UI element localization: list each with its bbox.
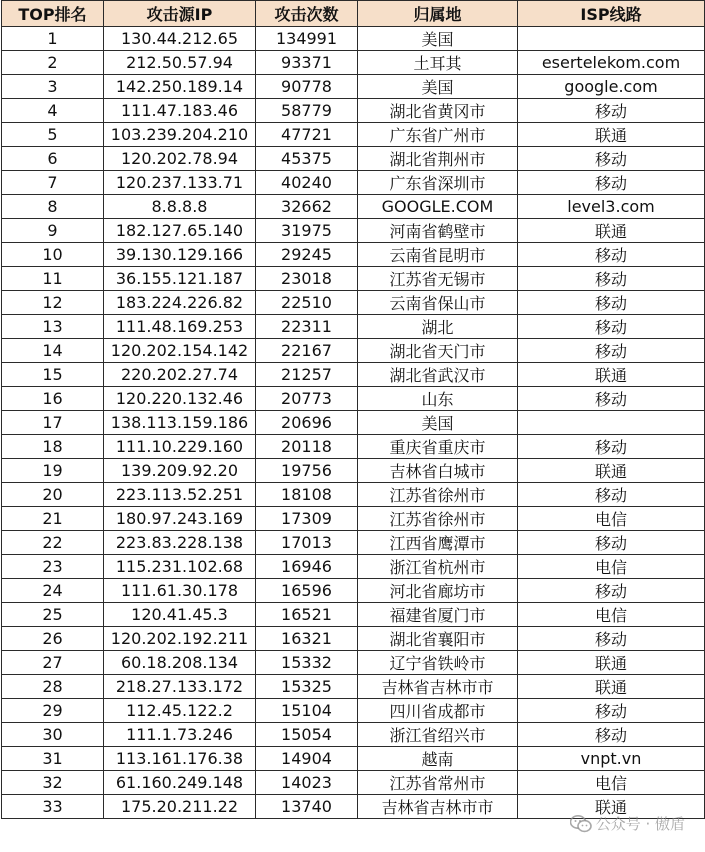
- rank-cell: 12: [2, 291, 104, 315]
- source-ip-cell: 112.45.122.2: [104, 699, 256, 723]
- isp-cell: 电信: [518, 771, 705, 795]
- table-row: [2, 171, 705, 195]
- source-ip-cell: 120.202.78.94: [104, 147, 256, 171]
- source-ip-cell: 113.161.176.38: [104, 747, 256, 771]
- table-row: [2, 267, 705, 291]
- header-row: [2, 1, 705, 27]
- isp-cell: 移动: [518, 147, 705, 171]
- isp-cell: 移动: [518, 267, 705, 291]
- location-cell: 吉林省白城市: [358, 459, 518, 483]
- location-cell: 山东: [358, 387, 518, 411]
- rank-cell: 2: [2, 51, 104, 75]
- location-cell: 湖北省武汉市: [358, 363, 518, 387]
- isp-cell: 电信: [518, 603, 705, 627]
- location-cell: 美国: [358, 75, 518, 99]
- location-cell: 江苏省徐州市: [358, 483, 518, 507]
- attack-count-cell: 45375: [256, 147, 358, 171]
- location-cell: 湖北省黄冈市: [358, 99, 518, 123]
- rank-cell: 20: [2, 483, 104, 507]
- isp-cell: 移动: [518, 171, 705, 195]
- rank-cell: 15: [2, 363, 104, 387]
- table-row: [2, 651, 705, 675]
- watermark-text: 公众号 · 傲盾: [595, 815, 685, 833]
- location-cell: 辽宁省铁岭市: [358, 651, 518, 675]
- source-ip-cell: 223.83.228.138: [104, 531, 256, 555]
- attack-count-cell: 90778: [256, 75, 358, 99]
- isp-cell: 移动: [518, 483, 705, 507]
- location-cell: 重庆省重庆市: [358, 435, 518, 459]
- rank-cell: 8: [2, 195, 104, 219]
- attack-count-cell: 16521: [256, 603, 358, 627]
- table-row: [2, 795, 705, 819]
- source-ip-cell: 115.231.102.68: [104, 555, 256, 579]
- rank-cell: 7: [2, 171, 104, 195]
- isp-cell: 移动: [518, 723, 705, 747]
- source-ip-cell: 220.202.27.74: [104, 363, 256, 387]
- table-row: [2, 195, 705, 219]
- isp-cell: 移动: [518, 291, 705, 315]
- rank-cell: 10: [2, 243, 104, 267]
- location-cell: 江苏省常州市: [358, 771, 518, 795]
- attack-count-cell: 17309: [256, 507, 358, 531]
- attack-count-cell: 32662: [256, 195, 358, 219]
- table-row: [2, 555, 705, 579]
- isp-cell: level3.com: [518, 195, 705, 219]
- location-cell: 湖北省襄阳市: [358, 627, 518, 651]
- isp-cell: 联通: [518, 675, 705, 699]
- isp-cell: 移动: [518, 435, 705, 459]
- rank-cell: 11: [2, 267, 104, 291]
- isp-cell: 电信: [518, 555, 705, 579]
- isp-cell: 移动: [518, 339, 705, 363]
- attack-count-cell: 15104: [256, 699, 358, 723]
- attack-count-cell: 58779: [256, 99, 358, 123]
- table-row: [2, 123, 705, 147]
- table-row: [2, 435, 705, 459]
- location-cell: 越南: [358, 747, 518, 771]
- isp-cell: [518, 27, 705, 51]
- rank-cell: 26: [2, 627, 104, 651]
- table-row: [2, 387, 705, 411]
- table-row: [2, 27, 705, 51]
- table-row: [2, 51, 705, 75]
- attack-count-cell: 22311: [256, 315, 358, 339]
- attack-count-cell: 31975: [256, 219, 358, 243]
- header-rank: TOP排名: [2, 1, 104, 27]
- table-row: [2, 99, 705, 123]
- source-ip-cell: 120.237.133.71: [104, 171, 256, 195]
- source-ip-cell: 103.239.204.210: [104, 123, 256, 147]
- table-row: [2, 483, 705, 507]
- table-body: [2, 27, 705, 819]
- attack-count-cell: 16321: [256, 627, 358, 651]
- rank-cell: 23: [2, 555, 104, 579]
- location-cell: 浙江省绍兴市: [358, 723, 518, 747]
- location-cell: 江苏省无锡市: [358, 267, 518, 291]
- location-cell: 土耳其: [358, 51, 518, 75]
- isp-cell: [518, 411, 705, 435]
- table-row: [2, 243, 705, 267]
- source-ip-cell: 130.44.212.65: [104, 27, 256, 51]
- table-row: [2, 771, 705, 795]
- table-row: [2, 411, 705, 435]
- location-cell: 广东省广州市: [358, 123, 518, 147]
- location-cell: 河南省鹤壁市: [358, 219, 518, 243]
- location-cell: 四川省成都市: [358, 699, 518, 723]
- source-ip-cell: 223.113.52.251: [104, 483, 256, 507]
- source-ip-cell: 111.1.73.246: [104, 723, 256, 747]
- isp-cell: 电信: [518, 507, 705, 531]
- attack-count-cell: 17013: [256, 531, 358, 555]
- source-ip-cell: 111.61.30.178: [104, 579, 256, 603]
- location-cell: 湖北省天门市: [358, 339, 518, 363]
- source-ip-cell: 111.47.183.46: [104, 99, 256, 123]
- location-cell: 湖北省荆州市: [358, 147, 518, 171]
- location-cell: 云南省昆明市: [358, 243, 518, 267]
- source-ip-cell: 111.48.169.253: [104, 315, 256, 339]
- isp-cell: 联通: [518, 363, 705, 387]
- rank-cell: 16: [2, 387, 104, 411]
- attack-count-cell: 14904: [256, 747, 358, 771]
- isp-cell: 移动: [518, 315, 705, 339]
- header-isp: ISP线路: [518, 1, 705, 27]
- isp-cell: google.com: [518, 75, 705, 99]
- isp-cell: 移动: [518, 627, 705, 651]
- attack-count-cell: 20696: [256, 411, 358, 435]
- rank-cell: 6: [2, 147, 104, 171]
- source-ip-cell: 142.250.189.14: [104, 75, 256, 99]
- location-cell: GOOGLE.COM: [358, 195, 518, 219]
- attack-count-cell: 40240: [256, 171, 358, 195]
- rank-cell: 4: [2, 99, 104, 123]
- attack-count-cell: 15332: [256, 651, 358, 675]
- isp-cell: 联通: [518, 795, 705, 819]
- table-row: [2, 291, 705, 315]
- source-ip-cell: 175.20.211.22: [104, 795, 256, 819]
- attack-count-cell: 15054: [256, 723, 358, 747]
- attack-count-cell: 15325: [256, 675, 358, 699]
- rank-cell: 30: [2, 723, 104, 747]
- isp-cell: vnpt.vn: [518, 747, 705, 771]
- source-ip-cell: 8.8.8.8: [104, 195, 256, 219]
- header-location: 归属地: [358, 1, 518, 27]
- isp-cell: 移动: [518, 531, 705, 555]
- isp-cell: 联通: [518, 123, 705, 147]
- table-row: [2, 315, 705, 339]
- location-cell: 云南省保山市: [358, 291, 518, 315]
- attack-count-cell: 93371: [256, 51, 358, 75]
- rank-cell: 5: [2, 123, 104, 147]
- isp-cell: 联通: [518, 651, 705, 675]
- rank-cell: 1: [2, 27, 104, 51]
- attack-count-cell: 13740: [256, 795, 358, 819]
- isp-cell: 移动: [518, 579, 705, 603]
- rank-cell: 22: [2, 531, 104, 555]
- rank-cell: 13: [2, 315, 104, 339]
- table-row: [2, 147, 705, 171]
- source-ip-cell: 61.160.249.148: [104, 771, 256, 795]
- rank-cell: 25: [2, 603, 104, 627]
- source-ip-cell: 120.41.45.3: [104, 603, 256, 627]
- isp-cell: 移动: [518, 243, 705, 267]
- table-row: [2, 507, 705, 531]
- rank-cell: 33: [2, 795, 104, 819]
- attack-count-cell: 19756: [256, 459, 358, 483]
- isp-cell: 联通: [518, 219, 705, 243]
- source-ip-cell: 139.209.92.20: [104, 459, 256, 483]
- rank-cell: 17: [2, 411, 104, 435]
- attack-count-cell: 29245: [256, 243, 358, 267]
- source-ip-cell: 183.224.226.82: [104, 291, 256, 315]
- attack-count-cell: 16596: [256, 579, 358, 603]
- attack-count-cell: 21257: [256, 363, 358, 387]
- table-row: [2, 459, 705, 483]
- attack-count-cell: 18108: [256, 483, 358, 507]
- source-ip-cell: 218.27.133.172: [104, 675, 256, 699]
- rank-cell: 18: [2, 435, 104, 459]
- attack-count-cell: 16946: [256, 555, 358, 579]
- source-ip-cell: 60.18.208.134: [104, 651, 256, 675]
- source-ip-cell: 120.220.132.46: [104, 387, 256, 411]
- attack-source-table: [1, 0, 705, 819]
- rank-cell: 31: [2, 747, 104, 771]
- source-ip-cell: 182.127.65.140: [104, 219, 256, 243]
- source-ip-cell: 36.155.121.187: [104, 267, 256, 291]
- source-ip-cell: 120.202.192.211: [104, 627, 256, 651]
- rank-cell: 27: [2, 651, 104, 675]
- attack-count-cell: 22510: [256, 291, 358, 315]
- table-row: [2, 579, 705, 603]
- isp-cell: 移动: [518, 387, 705, 411]
- location-cell: 吉林省吉林市市: [358, 675, 518, 699]
- attack-count-cell: 22167: [256, 339, 358, 363]
- table-row: [2, 723, 705, 747]
- attack-count-cell: 20118: [256, 435, 358, 459]
- header-source-ip: 攻击源IP: [104, 1, 256, 27]
- location-cell: 江苏省徐州市: [358, 507, 518, 531]
- attack-count-cell: 14023: [256, 771, 358, 795]
- rank-cell: 3: [2, 75, 104, 99]
- rank-cell: 32: [2, 771, 104, 795]
- table-row: [2, 747, 705, 771]
- table-row: [2, 339, 705, 363]
- attack-count-cell: 23018: [256, 267, 358, 291]
- source-ip-cell: 212.50.57.94: [104, 51, 256, 75]
- table-row: [2, 603, 705, 627]
- table-row: [2, 675, 705, 699]
- location-cell: 江西省鹰潭市: [358, 531, 518, 555]
- location-cell: 湖北: [358, 315, 518, 339]
- rank-cell: 19: [2, 459, 104, 483]
- location-cell: 广东省深圳市: [358, 171, 518, 195]
- isp-cell: esertelekom.com: [518, 51, 705, 75]
- rank-cell: 24: [2, 579, 104, 603]
- table-row: [2, 363, 705, 387]
- source-ip-cell: 180.97.243.169: [104, 507, 256, 531]
- table-row: [2, 219, 705, 243]
- header-attack-count: 攻击次数: [256, 1, 358, 27]
- source-ip-cell: 39.130.129.166: [104, 243, 256, 267]
- isp-cell: 移动: [518, 699, 705, 723]
- location-cell: 福建省厦门市: [358, 603, 518, 627]
- rank-cell: 29: [2, 699, 104, 723]
- location-cell: 吉林省吉林市市: [358, 795, 518, 819]
- location-cell: 河北省廊坊市: [358, 579, 518, 603]
- attack-count-cell: 20773: [256, 387, 358, 411]
- source-ip-cell: 111.10.229.160: [104, 435, 256, 459]
- isp-cell: 联通: [518, 459, 705, 483]
- source-ip-cell: 120.202.154.142: [104, 339, 256, 363]
- table-header: [2, 1, 705, 27]
- location-cell: 美国: [358, 411, 518, 435]
- attack-count-cell: 47721: [256, 123, 358, 147]
- rank-cell: 28: [2, 675, 104, 699]
- source-ip-cell: 138.113.159.186: [104, 411, 256, 435]
- table-row: [2, 75, 705, 99]
- rank-cell: 14: [2, 339, 104, 363]
- table-row: [2, 699, 705, 723]
- table-row: [2, 627, 705, 651]
- location-cell: 浙江省杭州市: [358, 555, 518, 579]
- attack-count-cell: 134991: [256, 27, 358, 51]
- rank-cell: 9: [2, 219, 104, 243]
- location-cell: 美国: [358, 27, 518, 51]
- table-row: [2, 531, 705, 555]
- isp-cell: 移动: [518, 99, 705, 123]
- rank-cell: 21: [2, 507, 104, 531]
